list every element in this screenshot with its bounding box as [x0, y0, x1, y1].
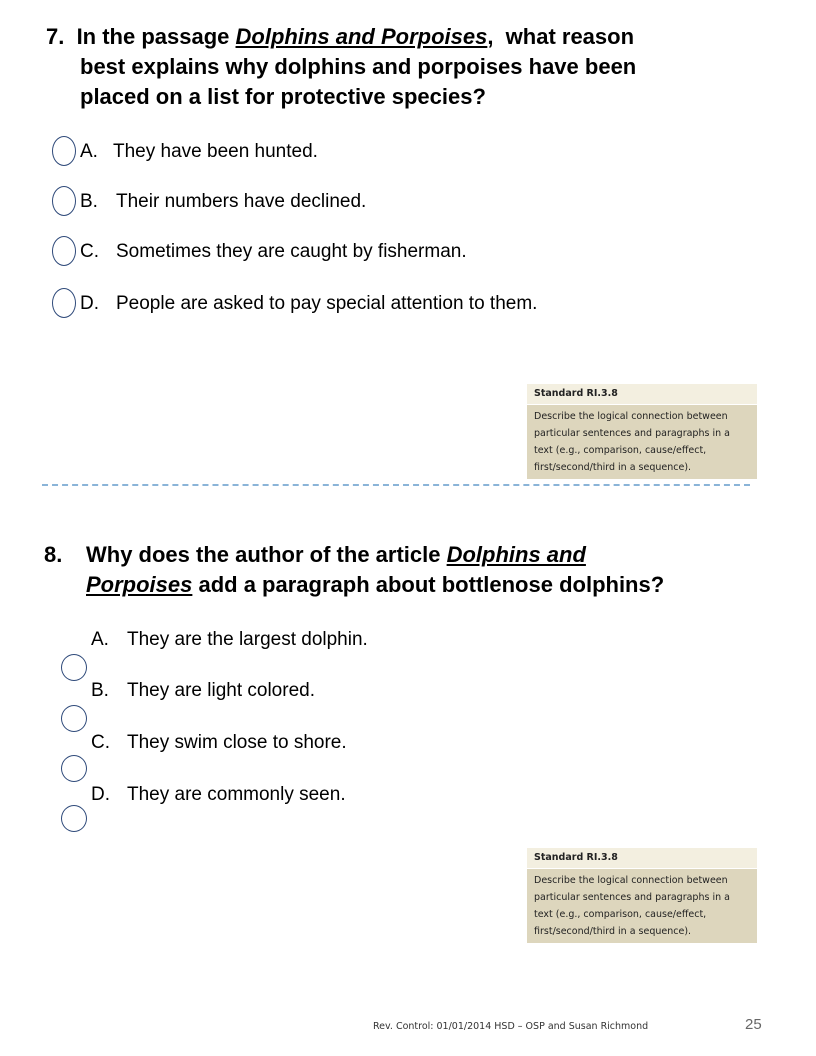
q8-question-number: 8.: [44, 542, 63, 567]
q8-standard-heading: Standard RI.3.8: [527, 848, 757, 869]
q7-option-c-text: Sometimes they are caught by fisherman.: [116, 241, 467, 262]
q7-question-line-2: best explains why dolphins and porpoises have been: [80, 54, 637, 79]
q7-option-c-letter: C.: [80, 241, 99, 262]
q7-option-d[interactable]: [80, 292, 537, 316]
q7-standard-heading: Standard RI.3.8: [527, 384, 757, 405]
q7-option-b[interactable]: [80, 190, 366, 214]
q7-option-c-bubble[interactable]: [52, 236, 76, 266]
footer-revision-text: Rev. Control: 01/01/2014 HSD – OSP and Susan Richmond: [373, 1021, 649, 1032]
page-number: 25: [745, 1016, 762, 1033]
q8-question-line-2: [86, 570, 664, 600]
q8-standard-description: Describe the logical connection between particular sentences and paragraphs in a text (e.g., comparison, cause/effect, first/second/third in a sequence).: [527, 869, 757, 943]
q8-option-d-text: They are commonly seen.: [127, 784, 346, 805]
q7-option-a-bubble[interactable]: [52, 136, 76, 166]
q8-option-c-text: They swim close to shore.: [127, 732, 347, 753]
q7-standard-box: [527, 384, 757, 479]
q7-option-d-bubble[interactable]: [52, 288, 76, 318]
q8-option-a-text: They are the largest dolphin.: [127, 629, 368, 650]
q7-option-a-text: They have been hunted.: [113, 141, 318, 162]
q7-option-b-letter: B.: [80, 191, 98, 212]
q8-option-c[interactable]: [91, 731, 347, 755]
q8-option-d[interactable]: [91, 783, 346, 807]
q8-option-a-letter: A.: [91, 629, 109, 650]
q8-option-b-bubble[interactable]: [61, 705, 87, 732]
q7-question-line-3: placed on a list for protective species?: [80, 84, 486, 109]
q7-question-prefix: 7. In the passage: [46, 24, 236, 49]
q7-option-a-letter: A.: [80, 141, 98, 162]
q8-option-b[interactable]: [91, 679, 315, 703]
q8-question-line-1: [44, 540, 586, 570]
q8-option-d-letter: D.: [91, 784, 110, 805]
q8-option-b-text: They are light colored.: [127, 680, 315, 701]
q7-option-d-letter: D.: [80, 293, 99, 314]
q7-option-b-text: Their numbers have declined.: [116, 191, 367, 212]
q8-option-c-bubble[interactable]: [61, 755, 87, 782]
section-divider: [42, 484, 750, 486]
q8-article-title-part2: Porpoises: [86, 572, 193, 597]
q8-question-suffix: add a paragraph about bottlenose dolphins?: [192, 572, 665, 597]
q7-standard-description: Describe the logical connection between particular sentences and paragraphs in a text (e.g., comparison, cause/effect, first/second/third in a sequence).: [527, 405, 757, 479]
q7-option-a[interactable]: [80, 140, 318, 164]
q8-option-b-letter: B.: [91, 680, 109, 701]
q8-option-c-letter: C.: [91, 732, 110, 753]
q7-question-line-1: [46, 22, 634, 52]
q8-option-d-bubble[interactable]: [61, 805, 87, 832]
q8-standard-box: [527, 848, 757, 943]
q8-question-prefix: Why does the author of the article: [86, 542, 447, 567]
q7-option-d-text: People are asked to pay special attention to them.: [116, 293, 538, 314]
q8-article-title-part1: Dolphins and: [446, 542, 586, 567]
q8-option-a[interactable]: [91, 628, 368, 652]
q7-option-b-bubble[interactable]: [52, 186, 76, 216]
q7-question-suffix: , what reason: [487, 24, 635, 49]
q7-passage-title: Dolphins and Porpoises: [235, 24, 488, 49]
q7-option-c[interactable]: [80, 240, 467, 264]
q8-option-a-bubble[interactable]: [61, 654, 87, 681]
